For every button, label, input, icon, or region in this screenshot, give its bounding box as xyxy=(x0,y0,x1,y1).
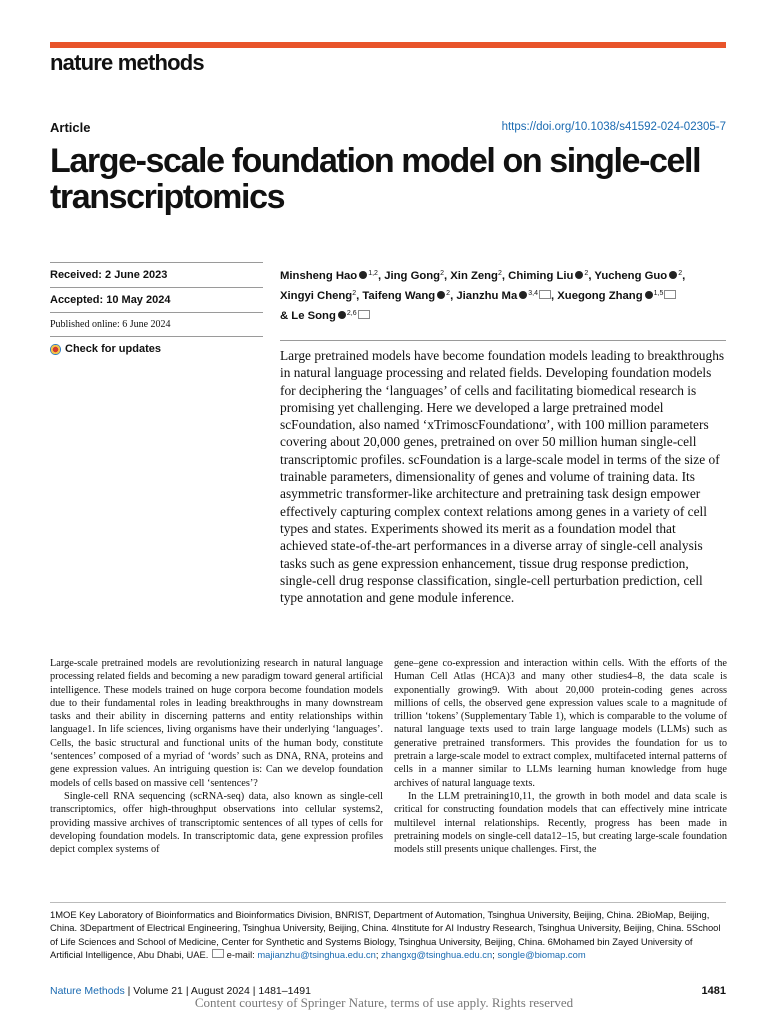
article-title: Large-scale foundation model on single-cell transcriptomics xyxy=(50,142,701,216)
orcid-icon[interactable] xyxy=(338,311,346,319)
author-affiliation: 2 xyxy=(446,290,451,297)
courtesy-watermark: Content courtesy of Springer Nature, terms of use apply. Rights reserved xyxy=(194,995,574,1010)
author-affiliation: 2,6 xyxy=(346,310,357,317)
footer-journal[interactable]: Nature Methods xyxy=(50,985,125,997)
orcid-icon[interactable] xyxy=(359,271,367,279)
email-icon[interactable] xyxy=(358,310,370,319)
author-separator: , xyxy=(356,290,363,302)
author-separator: , xyxy=(450,290,457,302)
orcid-icon[interactable] xyxy=(575,271,583,279)
email-icon xyxy=(212,949,224,958)
page-number: 1481 xyxy=(701,985,726,997)
orcid-icon[interactable] xyxy=(519,291,527,299)
email-link[interactable]: majianzhu@tsinghua.edu.cn xyxy=(257,949,376,961)
author-name[interactable] xyxy=(280,310,370,322)
check-updates-button[interactable] xyxy=(50,336,263,361)
author-name[interactable] xyxy=(280,270,378,282)
author-list xyxy=(280,265,726,325)
author-affiliation: 1,2 xyxy=(368,270,378,277)
author-affiliation: 2 xyxy=(678,270,683,277)
author-label: & Le Song xyxy=(280,310,336,322)
received-date: Received: 2 June 2023 xyxy=(50,262,263,287)
author-label: Jianzhu Ma xyxy=(456,290,518,302)
author-name[interactable] xyxy=(362,290,450,302)
author-label: Taifeng Wang xyxy=(362,290,436,302)
author-name[interactable] xyxy=(594,270,682,282)
author-affiliation: 2 xyxy=(584,270,589,277)
author-separator: , xyxy=(443,270,451,282)
affiliations-footnote: 1MOE Key Laboratory of Bioinformatics and Bioinformatics Division, BNRIST, Department of Automation, Tsinghua University, Beijing, China. 2BioMap, Beijing, China. 3Department of Electrical Engineering, Tsinghua University, Beijing, China. 4Institute for AI Industry Research, Tsinghua University, Beijing, China. 5School of Life Sciences and School of Medicine, Center for Synthetic and Systems Biology, Tsinghua University, Beijing, China. 6Mohamed bin Zayed University of Artificial Intelligence, Abu Dhabi, UAE. e-mail: majianzhu@tsinghua.edu.cn; zhangxg@tsinghua.edu.cn; songle@biomap.com xyxy=(50,909,721,961)
author-affiliation: 2 xyxy=(352,290,357,297)
body-paragraph: Single-cell RNA sequencing (scRNA-seq) data, also known as single-cell transcriptomics, offer high-throughput observations into cellular systems2, providing massive archives of transcriptomic sentences of all types of cells for developing foundation models. In transcriptomic data, gene expression profiles depict complex systems of xyxy=(50,790,383,856)
author-name[interactable] xyxy=(508,270,588,282)
accepted-date: Accepted: 10 May 2024 xyxy=(50,287,263,312)
author-affiliation: 1,5 xyxy=(653,290,664,297)
author-separator: , xyxy=(588,270,595,282)
author-label: Yucheng Guo xyxy=(594,270,668,282)
body-paragraph: gene–gene co-expression and interaction within cells. With the efforts of the Human Cell Atlas (HCA)3 and many other studies4–8, the data scale is exponentially growing9. With about 20,000 protein-coding genes across millions of cells, the observed gene expression values scale to a magnitude of trillion ‘tokens’ (Supplementary Table 1), which is comparable to the volume of natural language texts used to train large language models (LLMs) such as generative pretrained transformers. This provides the foundation for us to pretrain a large-scale model to extract complex, multifaceted internal patterns of cells in a manner similar to LLMs learning human knowledge from huge archives of natural language texts. xyxy=(394,658,727,789)
orcid-icon[interactable] xyxy=(645,291,653,299)
article-dates xyxy=(50,262,263,361)
author-label: Jing Gong xyxy=(384,270,441,282)
author-name[interactable] xyxy=(384,270,444,282)
journal-name: nature methods xyxy=(50,50,204,75)
author-separator: , xyxy=(550,290,558,302)
author-affiliation: 2 xyxy=(440,270,444,277)
check-updates-label: Check for updates xyxy=(65,343,161,355)
author-name[interactable] xyxy=(280,290,356,302)
author-label: Minsheng Hao xyxy=(280,270,358,282)
body-column-right xyxy=(394,657,727,856)
orcid-icon[interactable] xyxy=(437,291,445,299)
author-name[interactable] xyxy=(456,290,551,302)
author-affiliation: 3,4 xyxy=(528,290,538,297)
author-separator: , xyxy=(682,270,686,282)
author-name[interactable] xyxy=(557,290,676,302)
footer-issue: | Volume 21 | August 2024 | 1481–1491 xyxy=(124,985,311,997)
doi-link[interactable]: https://doi.org/10.1038/s41592-024-02305-7 xyxy=(501,121,726,133)
abstract: Large pretrained models have become foundation models leading to breakthroughs in natural language processing and related fields. Developing foundation models for deciphering the ‘languages’ of cells and facilitating biomedical research is promising yet challenging. Here we developed a large pretrained model scFoundation, also named ‘xTrimoscFoundationα’, with 100 million parameters covering about 20,000 genes, pretrained on over 50 million human single-cell transcriptomic profiles. scFoundation is a large-scale model in terms of the size of trainable parameters, dimensionality of genes and volume of training data. Its asymmetric transformer-like architecture and pretraining task design empower effectively capturing complex context relations among genes in a variety of cell types and states. Experiments showed its merit as a foundation model that achieved state-of-the-art performances in a diverse array of single-cell analysis tasks such as gene expression enhancement, tissue drug response prediction, single-cell drug response classification, single-cell perturbation prediction, cell type annotation and gene module inference. xyxy=(280,348,725,606)
crossmark-icon xyxy=(50,344,61,355)
affiliations-text: 1MOE Key Laboratory of Bioinformatics and Bioinformatics Division, BNRIST, Department of Automation, Tsinghua University, Beijing, China. 2BioMap, Beijing, China. 3Department of Electrical Engineering, Tsinghua University, Beijing, China. 4Institute for AI Industry Research, Tsinghua University, Beijing, China. 5School of Life Sciences and School of Medicine, Center for Synthetic and Systems Biology, Tsinghua University, Beijing, China. 6Mohamed bin Zayed University of Artificial Intelligence, Abu Dhabi, UAE. xyxy=(50,909,721,961)
abstract-divider xyxy=(280,340,726,341)
author-separator: , xyxy=(501,270,509,282)
email-link[interactable]: songle@biomap.com xyxy=(497,949,586,961)
body-paragraph: In the LLM pretraining10,11, the growth in both model and data scale is critical for constructing foundation models that can effectively mine intricate multilevel internal relationships. Recently, progress has been made in pretraining models on single-cell data12–15, but creating large-scale foundation models still presents unique challenges. First, the xyxy=(394,790,727,856)
author-separator: , xyxy=(377,270,385,282)
email-icon[interactable] xyxy=(539,290,551,299)
author-label: Xuegong Zhang xyxy=(557,290,643,302)
footnote-rule xyxy=(50,902,726,903)
author-affiliation: 2 xyxy=(497,270,502,277)
author-label: Chiming Liu xyxy=(508,270,574,282)
author-label: Xin Zeng xyxy=(450,270,498,282)
published-date: Published online: 6 June 2024 xyxy=(50,312,263,336)
journal-color-bar xyxy=(50,42,726,48)
body-column-left xyxy=(50,657,383,856)
email-label: e-mail: xyxy=(224,949,258,961)
body-paragraph: Large-scale pretrained models are revolutionizing research in natural language processing related fields and becoming a new paradigm toward general artificial intelligence. These models trained on huge corpora become foundation models due to their fundamental roles in leading breakthroughs in many downstream tasks and their ability in discerning patterns and entity relationships within language1. In life sciences, living organisms have their underlying ‘languages’. Cells, the basic structural and functional units of the human body, constitute ‘sentences’ composed of a myriad of ‘words’ such as DNA, RNA, proteins and gene expression values. An intriguing question is: Can we develop foundation models of cells based on massive cell ‘sentences’? xyxy=(50,658,383,789)
author-label: Xingyi Cheng xyxy=(280,290,353,302)
author-name[interactable] xyxy=(450,270,502,282)
orcid-icon[interactable] xyxy=(669,271,677,279)
email-link[interactable]: zhangxg@tsinghua.edu.cn xyxy=(381,949,493,961)
email-icon[interactable] xyxy=(664,290,676,299)
article-type: Article xyxy=(50,120,91,135)
